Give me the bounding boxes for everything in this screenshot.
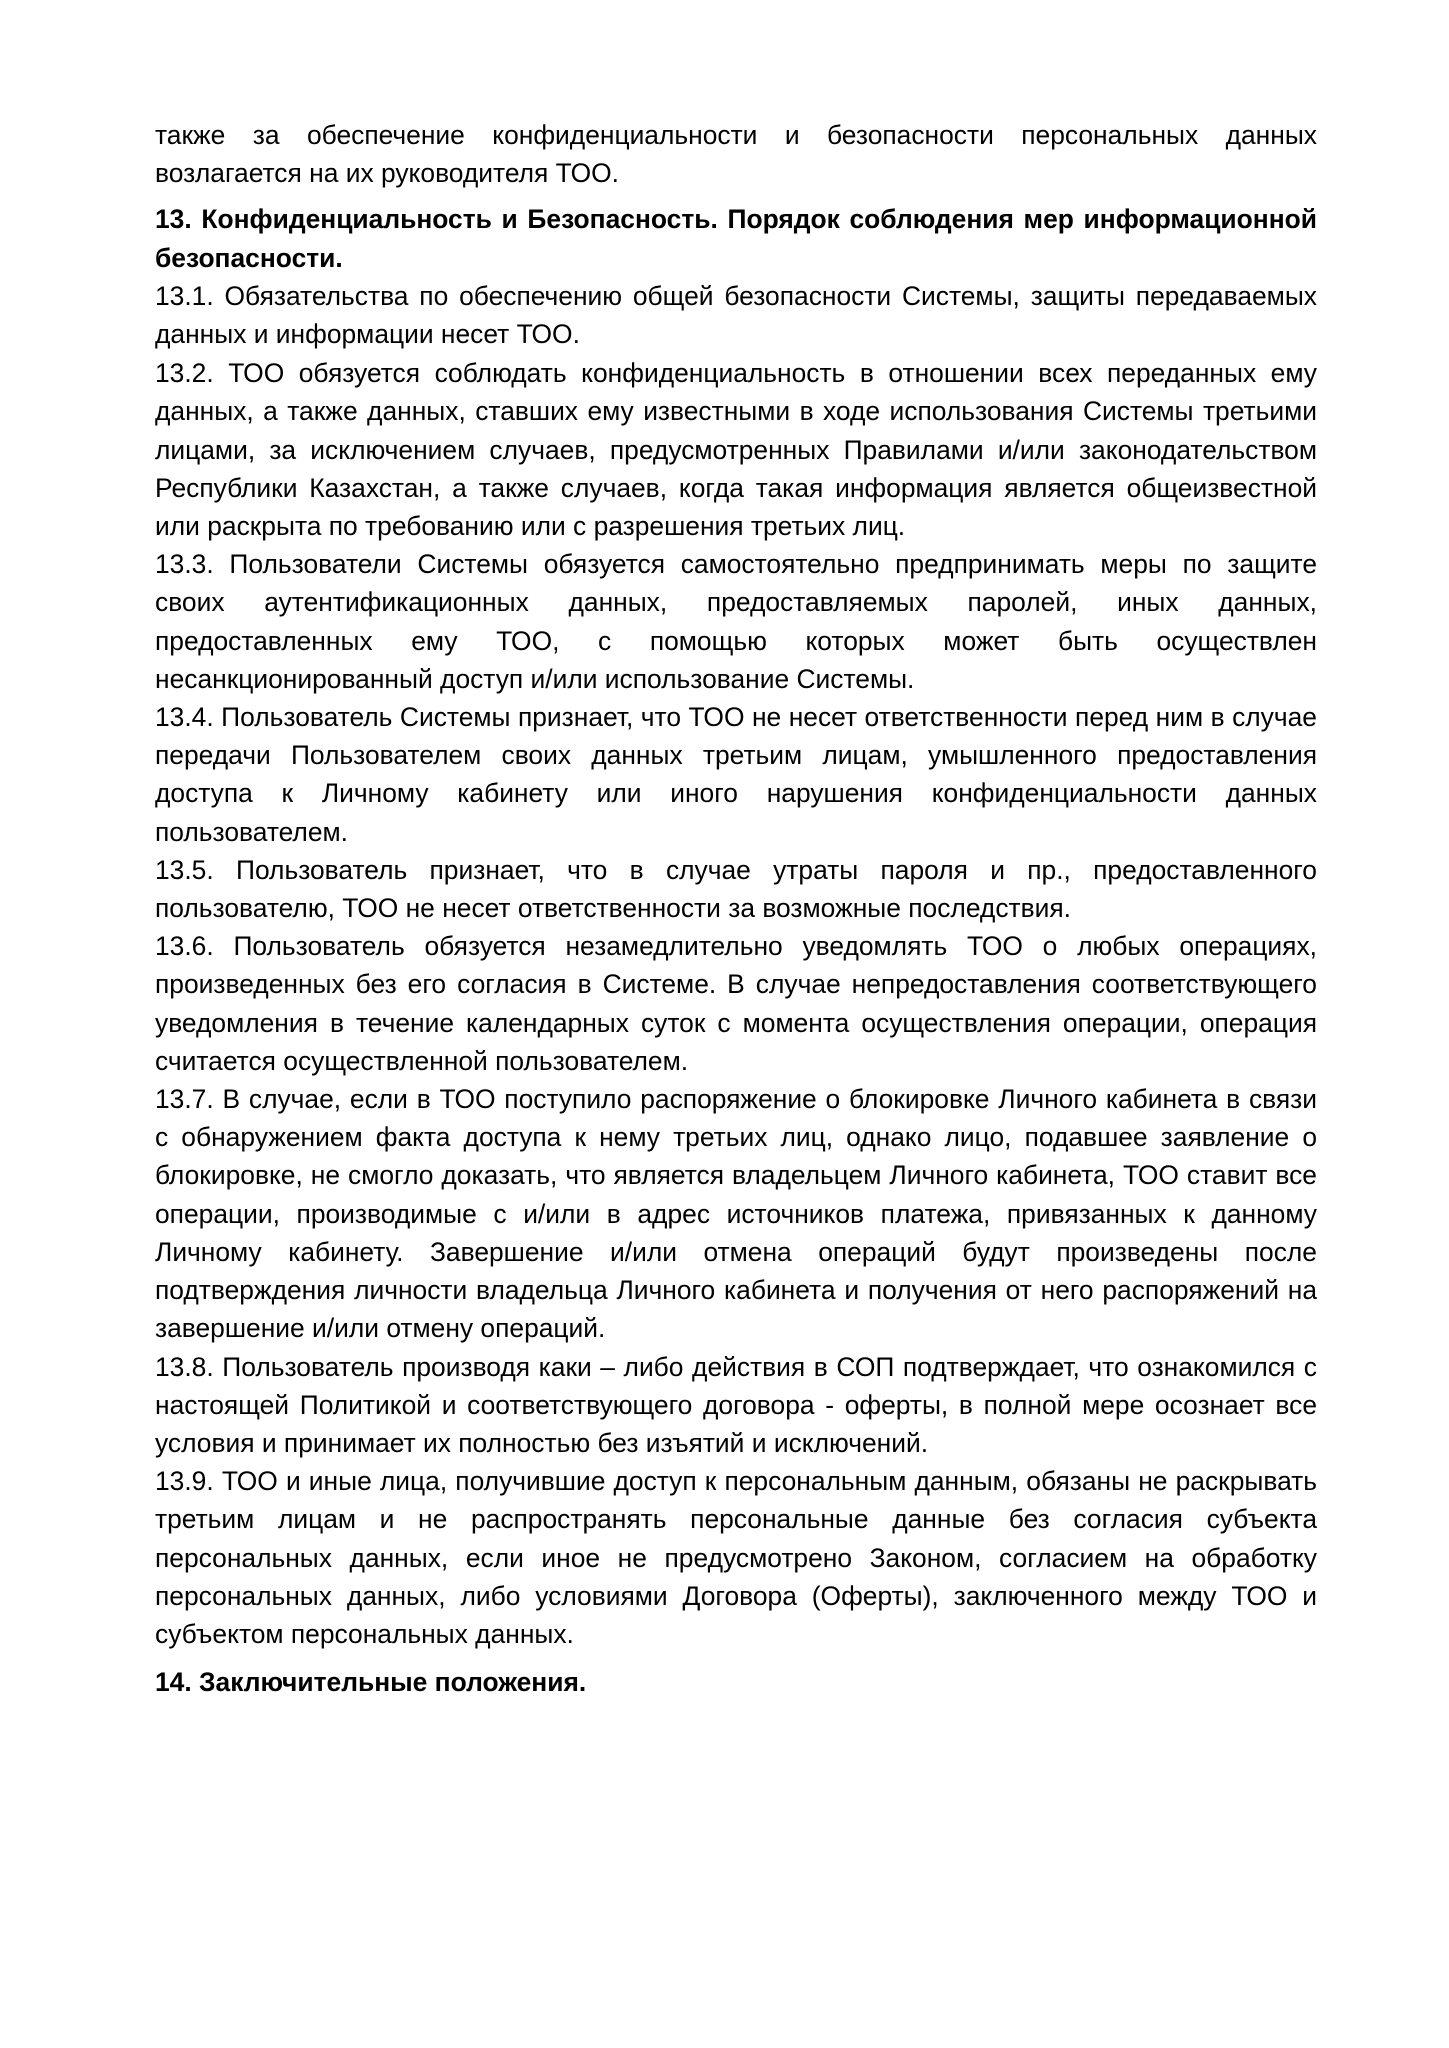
clause-13-2: 13.2. ТОО обязуется соблюдать конфиденциальность в отношении всех переданных ему данных, а также данных, ставших ему известными в ходе использования Системы третьими лицами, за исключением случаев, предусмотренных Правилами и/или законодательством Республики Казахстан, а также случаев, когда такая информация является общеизвестной или раскрыта по требованию или с разрешения третьих лиц. [155, 358, 1317, 542]
clause-13-5: 13.5. Пользователь признает, что в случае утраты пароля и пр., предоставленного пользователю, ТОО не несет ответственности за возможные последствия. [155, 854, 1317, 924]
clause-13-8: 13.8. Пользователь производя каки – либо действия в СОП подтверждает, что ознакомился с настоящей Политикой и соответствующего договора - оферты, в полной мере осознает все условия и принимает их полностью без изъятий и исключений. [155, 1351, 1317, 1458]
section-14-heading: 14. Заключительные положения. [155, 1667, 587, 1698]
clause-13-3: 13.3. Пользователи Системы обязуется самостоятельно предпринимать меры по защите своих аутентификационных данных, предоставляемых паролей, иных данных, предоставленных ему ТОО, с помощью которых может быть осуществлен несанкционированный доступ и/или использование Системы. [155, 549, 1317, 694]
section-13-heading: 13. Конфиденциальность и Безопасность. Порядок соблюдения мер информационной безопасности. [155, 204, 1317, 273]
clause-13-4: 13.4. Пользователь Системы признает, что ТОО не несет ответственности перед ним в случае передачи Пользователем своих данных третьим лицам, умышленного предоставления доступа к Личному кабинету или иного нарушения конфиденциальности данных пользователем. [155, 702, 1317, 847]
clause-13-7: 13.7. В случае, если в ТОО поступило распоряжение о блокировке Личного кабинета в связи с обнаружением факта доступа к нему третьих лиц, однако лицо, подавшее заявление о блокировке, не смогло доказать, что является владельцем Личного кабинета, ТОО ставит все операции, производимые с и/или в адрес источников платежа, привязанных к данному Личному кабинету. Завершение и/или отмена операций будут произведены после подтверждения личности владельца Личного кабинета и получения от него распоряжений на завершение и/или отмену операций. [155, 1084, 1317, 1344]
clause-13-6: 13.6. Пользователь обязуется незамедлительно уведомлять ТОО о любых операциях, произведенных без его согласия в Системе. В случае непредоставления соответствующего уведомления в течение календарных суток с момента осуществления операции, операция считается осуществленной пользователем. [155, 931, 1317, 1076]
clause-13-9: 13.9. ТОО и иные лица, получившие доступ к персональным данным, обязаны не раскрывать третьим лицам и не распространять персональные данные без согласия субъекта персональных данных, если иное не предусмотрено Законом, согласием на обработку персональных данных, либо условиями Договора (Оферты), заключенного между ТОО и субъектом персональных данных. [155, 1466, 1317, 1649]
clause-13-1: 13.1. Обязательства по обеспечению общей безопасности Системы, защиты передаваемых данных и информации несет ТОО. [155, 280, 1317, 350]
document-page [155, 116, 1317, 1701]
intro-paragraph: также за обеспечение конфиденциальности и безопасности персональных данных возлагается на их руководителя ТОО. [155, 120, 1317, 189]
